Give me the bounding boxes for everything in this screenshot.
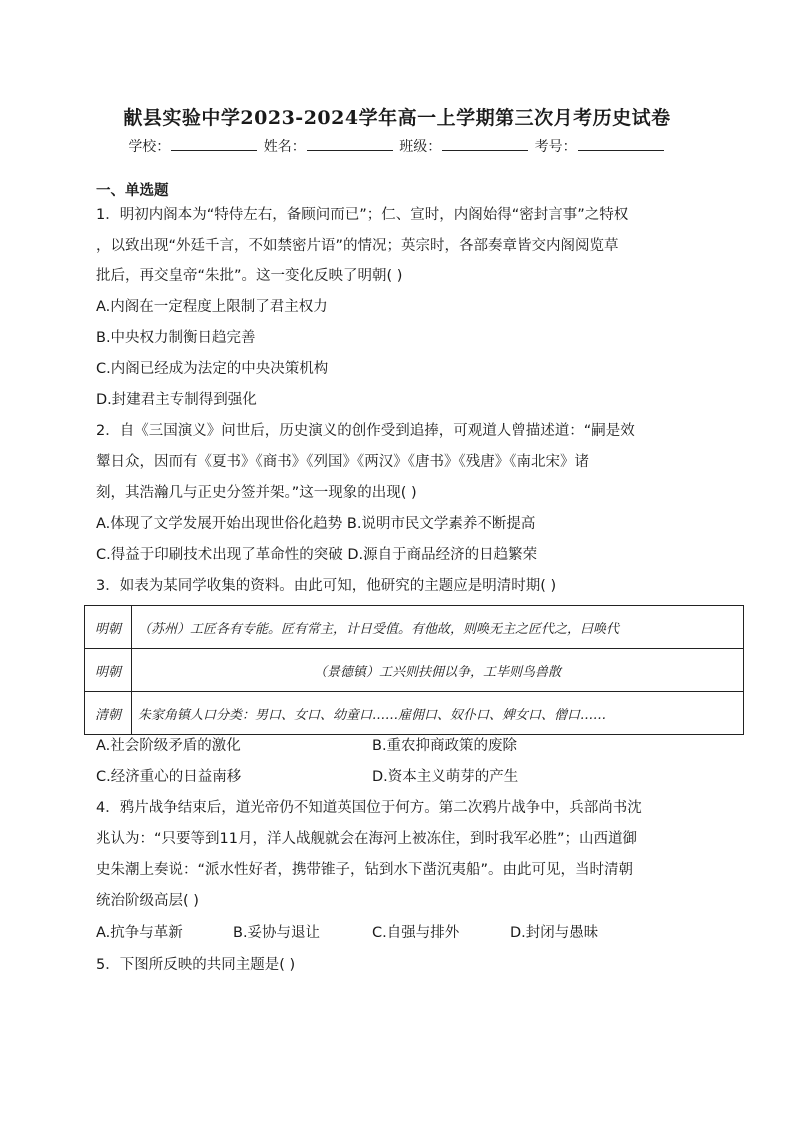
q1-stem-line: 批后，再交皇帝“朱批”。这一变化反映了明朝( ) xyxy=(96,268,403,284)
class-label: 班级： xyxy=(399,139,442,155)
student-info-row xyxy=(0,136,794,156)
q2-options-ab: A.体现了文学发展开始出现世俗化趋势 B.说明市民文学素养不断提高 xyxy=(96,516,536,532)
section-heading: 一、单选题 xyxy=(96,183,169,199)
exam-no-label: 考号： xyxy=(534,139,577,155)
q3-option-c: C.经济重心的日益南移 xyxy=(96,769,242,785)
dynasty-cell: 明朝 xyxy=(85,649,132,692)
q2-stem-line: 2．自《三国演义》问世后，历史演义的创作受到追捧，可观道人曾描述道：“嗣是效 xyxy=(96,423,635,439)
table-row xyxy=(85,606,744,649)
name-blank[interactable] xyxy=(307,136,393,151)
q4-stem-line: 统治阶级高层( ) xyxy=(96,893,199,909)
q4-option-b: B.妥协与退让 xyxy=(233,925,321,941)
q5-stem: 5．下图所反映的共同主题是( ) xyxy=(96,957,296,973)
q4-option-a: A.抗争与革新 xyxy=(96,925,183,941)
q2-options-cd: C.得益于印刷技术出现了革命性的突破 D.源自于商品经济的日趋繁荣 xyxy=(96,547,538,563)
dynasty-cell: 清朝 xyxy=(85,692,132,735)
q4-option-d: D.封闭与愚昧 xyxy=(510,925,599,941)
q4-option-c: C.自强与排外 xyxy=(372,925,460,941)
q1-stem-line: ，以致出现“外廷千言，不如禁密片语”的情况；英宗时，各部奏章皆交内阁阅览草 xyxy=(96,238,619,254)
q4-stem-line: 4．鸦片战争结束后，道光帝仍不知道英国位于何方。第二次鸦片战争中，兵部尚书沈 xyxy=(96,800,642,816)
q1-stem-line: 1．明初内阁本为“特侍左右，备顾问而已”；仁、宣时，内阁始得“密封言事”之特权 xyxy=(96,207,629,223)
dynasty-cell: 明朝 xyxy=(85,606,132,649)
q1-option-a: A.内阁在一定程度上限制了君主权力 xyxy=(96,299,328,315)
source-cell: （景德镇）工兴则扶佣以争，工毕则鸟兽散 xyxy=(132,649,744,692)
q1-option-b: B.中央权力制衡日趋完善 xyxy=(96,330,256,346)
table-row xyxy=(85,649,744,692)
q2-stem-line: 颦日众，因而有《夏书》《商书》《列国》《两汉》《唐书》《残唐》《南北宋》诸 xyxy=(96,454,589,470)
source-cell: 朱家角镇人口分类：男口、女口、幼童口……雇佣口、奴仆口、婢女口、僧口…… xyxy=(132,692,744,735)
class-blank[interactable] xyxy=(442,136,528,151)
q4-stem-line: 兆认为：“只要等到11月，洋人战舰就会在海河上被冻住，到时我军必胜”；山西道御 xyxy=(96,831,637,847)
q3-option-d: D.资本主义萌芽的产生 xyxy=(372,769,519,785)
q1-option-d: D.封建君主专制得到强化 xyxy=(96,392,257,408)
source-cell: （苏州）工匠各有专能。匠有常主，计日受值。有他故，则唤无主之匠代之，曰唤代 xyxy=(132,606,744,649)
q3-option-b: B.重农抑商政策的废除 xyxy=(372,738,518,754)
q3-option-a: A.社会阶级矛盾的激化 xyxy=(96,738,241,754)
school-blank[interactable] xyxy=(171,136,257,151)
name-label: 姓名： xyxy=(263,139,306,155)
q4-stem-line: 史朱潮上奏说：“派水性好者，携带锥子，钻到水下凿沉夷船”。由此可见，当时清朝 xyxy=(96,862,634,878)
table-row xyxy=(85,692,744,735)
exam-no-blank[interactable] xyxy=(578,136,664,151)
page-title: 献县实验中学2023-2024学年高一上学期第三次月考历史试卷 xyxy=(123,107,671,129)
q3-source-table xyxy=(84,605,744,735)
q2-stem-line: 刻，其浩瀚几与正史分签并架。”这一现象的出现( ) xyxy=(96,485,417,501)
school-label: 学校： xyxy=(128,139,171,155)
q3-stem: 3．如表为某同学收集的资料。由此可知，他研究的主题应是明清时期( ) xyxy=(96,578,557,594)
q1-option-c: C.内阁已经成为法定的中央决策机构 xyxy=(96,361,329,377)
